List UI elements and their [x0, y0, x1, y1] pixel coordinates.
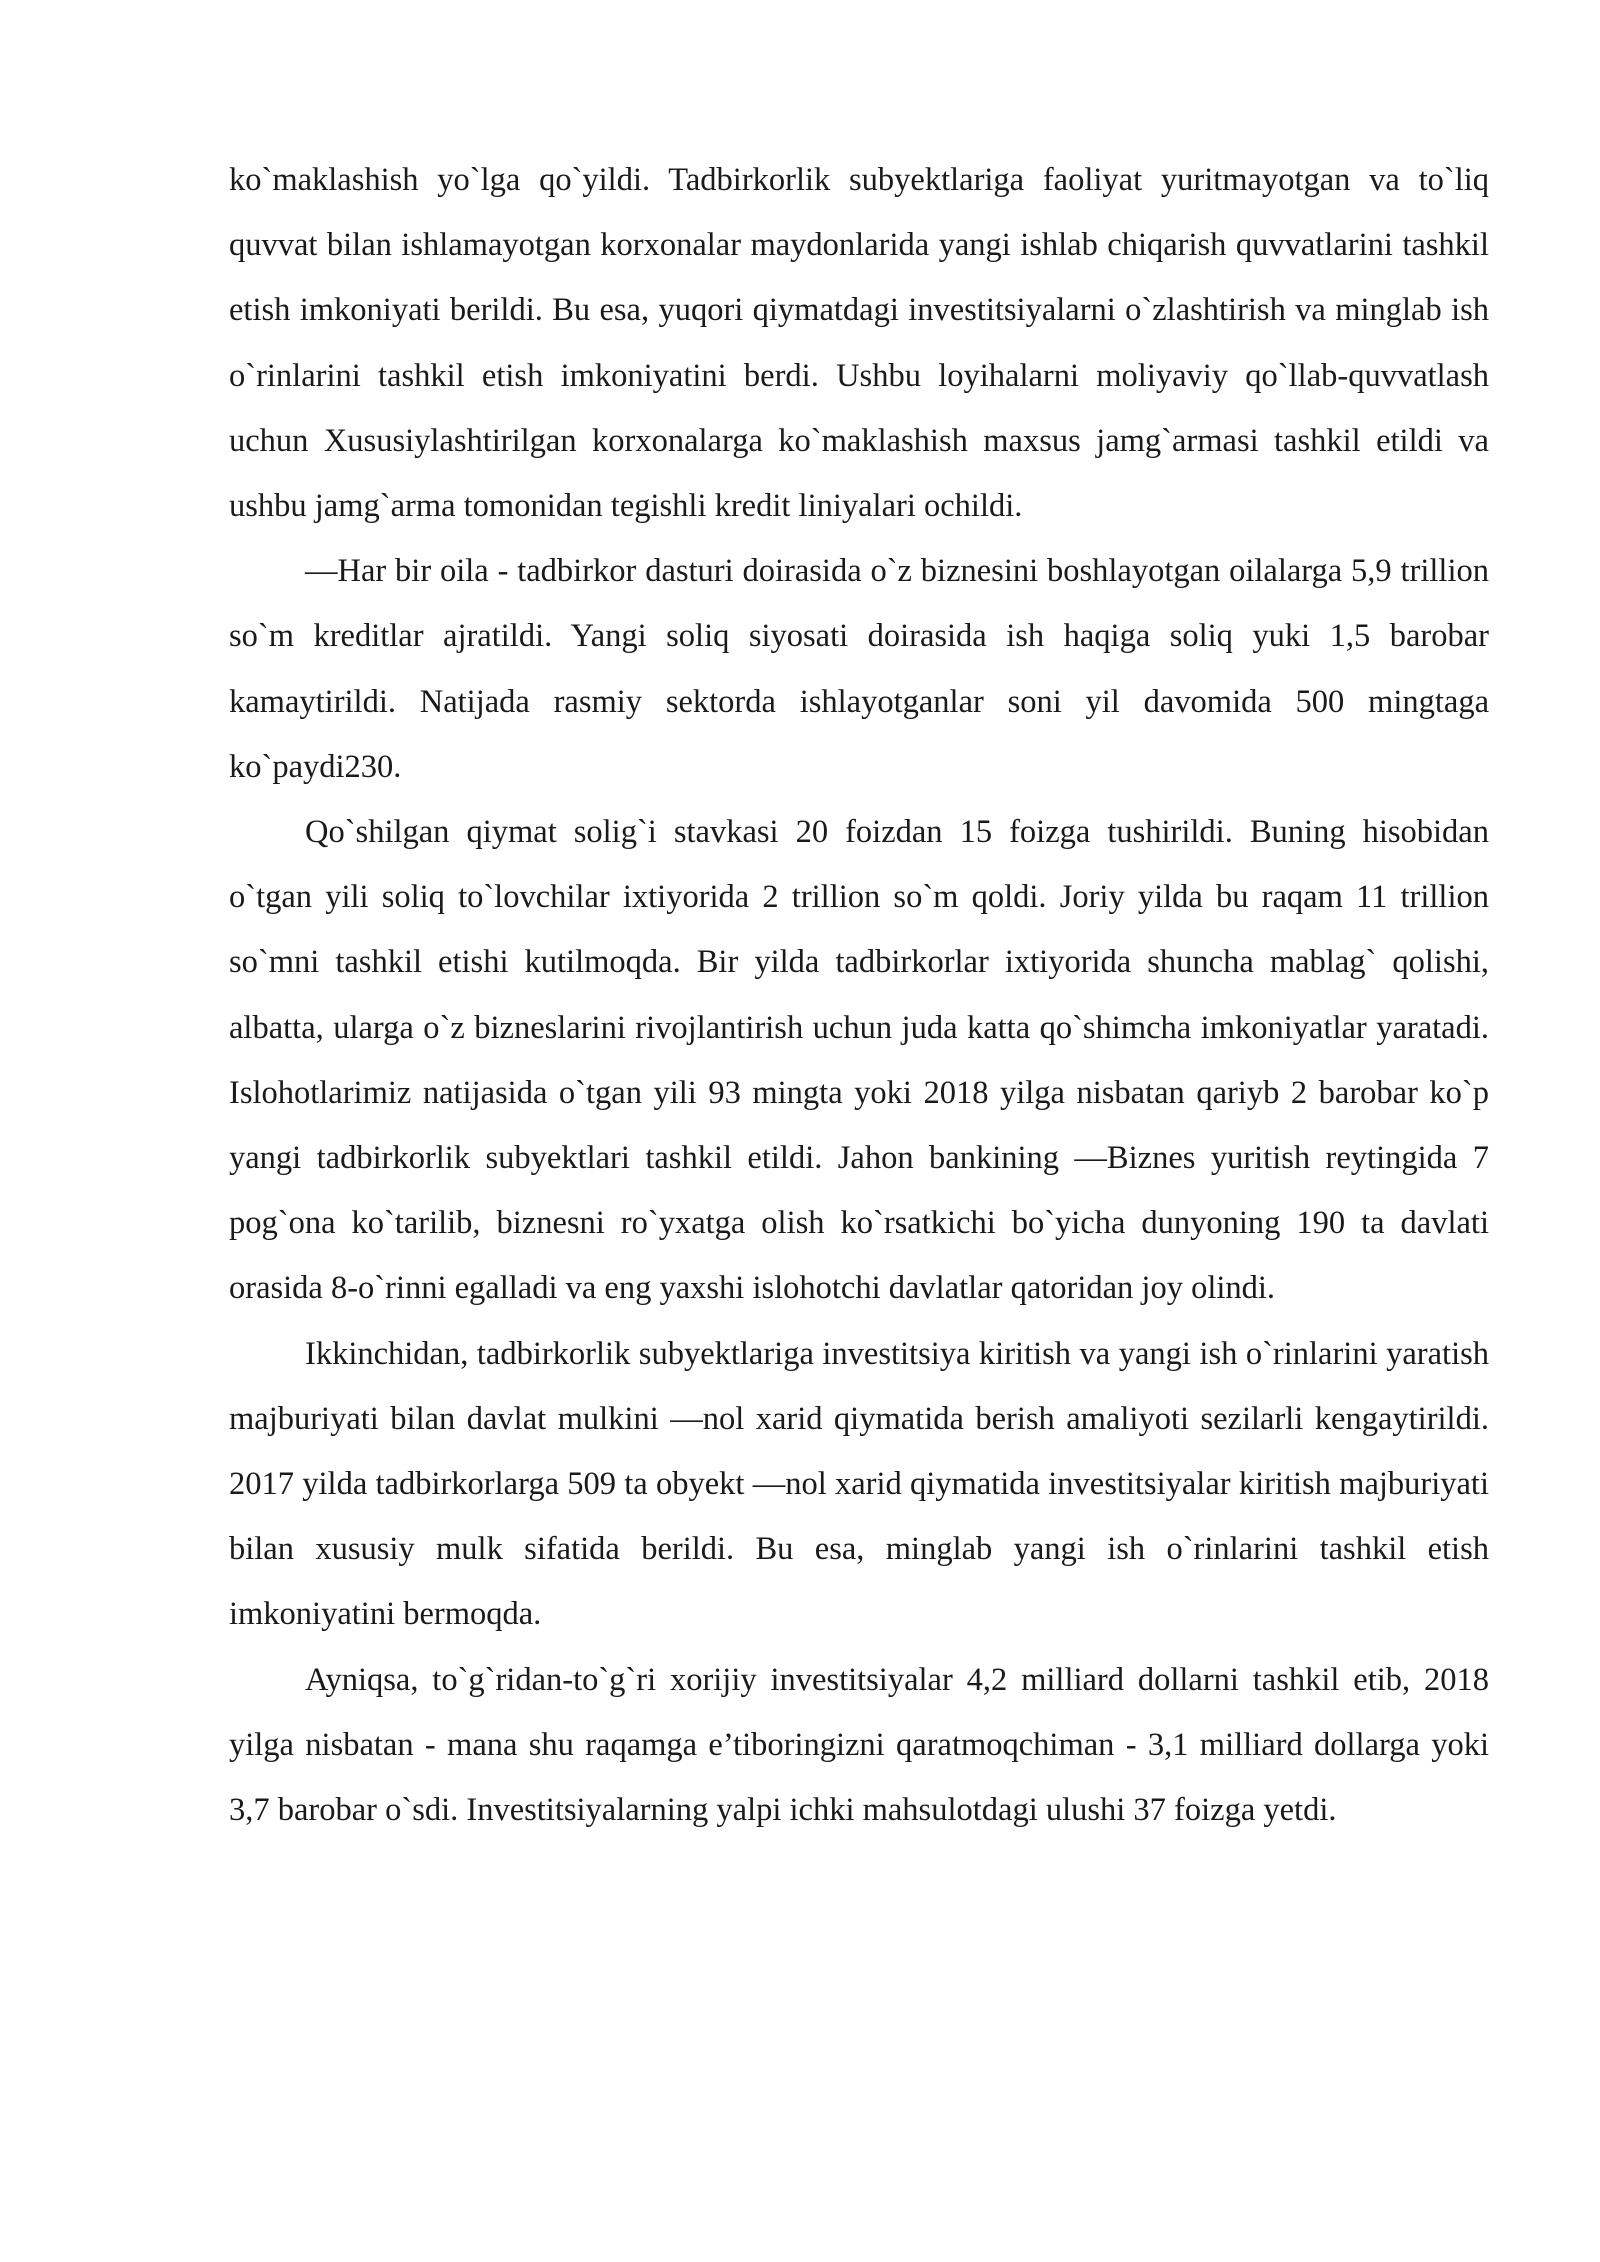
paragraph-family-business: —Har bir oila - tadbirkor dasturi doirasida o`z biznesini boshlayotgan oilalarga 5,9 trillion so`m kreditlar ajratildi. Yangi soliq siyosati doirasida ish haqiga soliq yuki 1,5 barobar kamaytirildi. Natijada rasmiy sektorda ishlayotganlar soni yil davomida 500 mingtaga ko`paydi230.: [229, 553, 1489, 785]
paragraph-vat-reform: Qo`shilgan qiymat solig`i stavkasi 20 foizdan 15 foizga tushirildi. Buning hisobidan o`tgan yili soliq to`lovchilar ixtiyorida 2 trillion so`m qoldi. Joriy yilda bu raqam 11 trillion so`mni tashkil etishi kutilmoqda. Bir yilda tadbirkorlar ixtiyorida shuncha mablag` qolishi, albatta, ularga o`z bizneslarini rivojlantirish uchun juda katta qo`shimcha imkoniyatlar yaratadi. Islohotlarimiz natijasida o`tgan yili 93 mingta yoki 2018 yilga nisbatan qariyb 2 barobar ko`p yangi tadbirkorlik subyektlari tashkil etildi. Jahon bankining —Biznes yuritish reytingida 7 pog`ona ko`tarilib, biznesni ro`yxatga olish ko`rsatkichi bo`yicha dunyoning 190 ta davlati orasida 8-o`rinni egalladi va eng yaxshi islohotchi davlatlar qatoridan joy olindi.: [229, 814, 1489, 1307]
paragraph-state-property: Ikkinchidan, tadbirkorlik subyektlariga investitsiya kiritish va yangi ish o`rinlarini yaratish majburiyati bilan davlat mulkini —nol xarid qiymatida berish amaliyoti sezilarli kengaytirildi. 2017 yilda tadbirkorlarga 509 ta obyekt —nol xarid qiymatida investitsiyalar kiritish majburiyati bilan xususiy mulk sifatida berildi. Bu esa, minglab yangi ish o`rinlarini tashkil etish imkoniyatini bermoqda.: [229, 1335, 1489, 1633]
paragraph-foreign-investment: Ayniqsa, to`g`ridan-to`g`ri xorijiy investitsiyalar 4,2 milliard dollarni tashkil etib, 2018 yilga nisbatan - mana shu raqamga e’tiboringizni qaratmoqchiman - 3,1 milliard dollarga yoki 3,7 barobar o`sdi. Investitsiyalarning yalpi ichki mahsulotdagi ulushi 37 foizga yetdi.: [229, 1661, 1489, 1829]
document-body: [229, 148, 1489, 1843]
paragraph-continuation: ko`maklashish yo`lga qo`yildi. Tadbirkorlik subyektlariga faoliyat yuritmayotgan va to`liq quvvat bilan ishlamayotgan korxonalar maydonlarida yangi ishlab chiqarish quvvatlarini tashkil etish imkoniyati berildi. Bu esa, yuqori qiymatdagi investitsiyalarni o`zlashtirish va minglab ish o`rinlarini tashkil etish imkoniyatini berdi. Ushbu loyihalarni moliyaviy qo`llab-quvvatlash uchun Xususiylashtirilgan korxonalarga ko`maklashish maxsus jamg`armasi tashkil etildi va ushbu jamg`arma tomonidan tegishli kredit liniyalari ochildi.: [229, 162, 1489, 525]
